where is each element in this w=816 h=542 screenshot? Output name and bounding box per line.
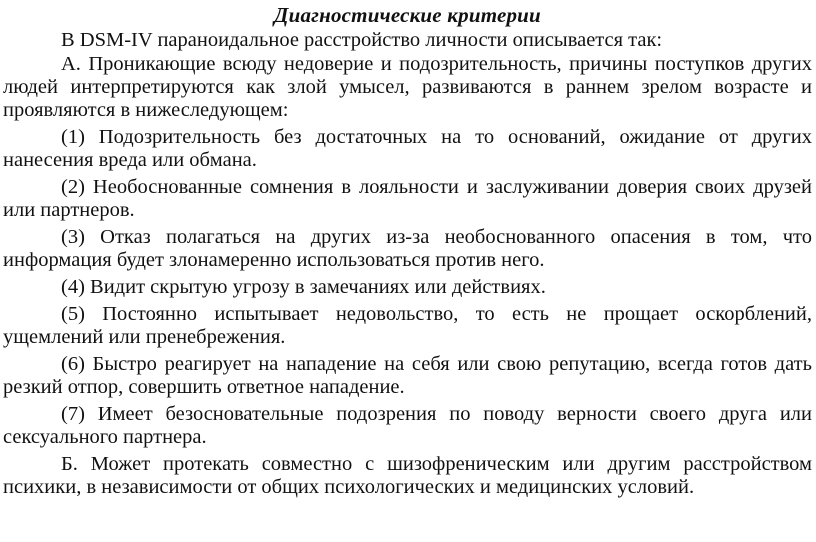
criterion-item-5: (5) Постоянно испытывает недовольство, то есть не прощает оскорблений, ущемлений или пренебрежения. bbox=[3, 303, 812, 348]
criterion-item-6: (6) Быстро реагирует на нападение на себя или свою репутацию, всегда готов дать резкий отпор, совершить ответное нападение. bbox=[3, 353, 812, 398]
criterion-item-4: (4) Видит скрытую угрозу в замечаниях или действиях. bbox=[61, 276, 546, 298]
criterion-a-paragraph: А. Проникающие всюду недоверие и подозрительность, причины поступков других людей интерпретируются как злой умысел, развиваются в раннем зрелом возрасте и проявляются в нижеследующем: bbox=[3, 53, 812, 121]
criterion-b-paragraph: Б. Может протекать совместно с шизофреническим или другим расстройством психики, в независимости от общих психологических и медицинских условий. bbox=[3, 453, 812, 498]
criterion-item-7: (7) Имеет безосновательные подозрения по поводу верности своего друга или сексуального партнера. bbox=[3, 403, 812, 448]
page-title: Диагностические критерии bbox=[274, 3, 541, 27]
intro-paragraph: В DSM-IV параноидальное расстройство личности описывается так: bbox=[61, 29, 663, 51]
criterion-item-2: (2) Необоснованные сомнения в лояльности и заслуживании доверия своих друзей или партнеров. bbox=[3, 176, 812, 221]
criterion-item-3: (3) Отказ полагаться на других из-за необоснованного опасения в том, что информация будет злонамеренно использоваться против него. bbox=[3, 226, 812, 271]
criterion-item-1: (1) Подозрительность без достаточных на то оснований, ожидание от других нанесения вреда или обмана. bbox=[3, 126, 812, 171]
